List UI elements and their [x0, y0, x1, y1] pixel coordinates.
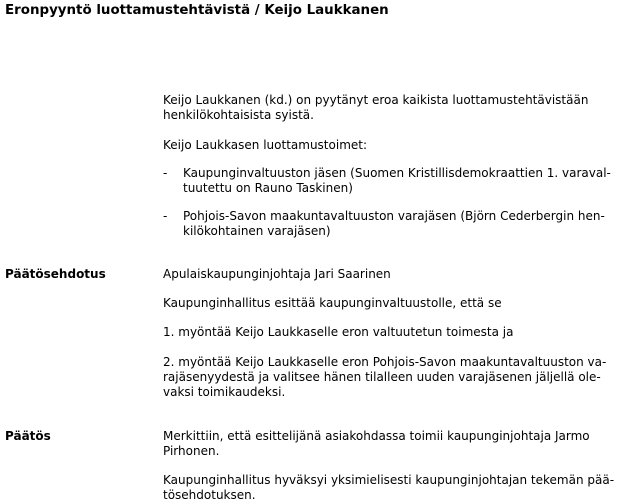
bullet-dash: -: [163, 166, 168, 180]
decision-label: Päätös: [5, 429, 51, 443]
intro-text: Keijo Laukkanen (kd.) on pyytänyt eroa kaikista luottamustehtävistään henkilökohtaisista syistä.: [163, 93, 589, 122]
proposal-label: Päätösehdotus: [5, 267, 106, 281]
intro-paragraph: [163, 93, 615, 123]
positions-heading: [163, 138, 615, 153]
decision-note-text: Merkittiin, että esittelijänä asiakohdassa toimii kaupunginjohtaja Jarmo Pirhonen.: [163, 429, 590, 458]
list-item-text: Pohjois-Savon maakuntavaltuuston varajäsen (Björn Cederbergin hen- kilökohtainen varajäsen): [183, 209, 605, 238]
proposal-item-2: [163, 355, 615, 400]
decision-text: [163, 473, 615, 503]
bullet-dash: -: [163, 209, 168, 223]
proposal-item-1: [163, 325, 615, 340]
proposal-presenter-text: Apulaiskaupunginjohtaja Jari Saarinen: [163, 267, 391, 281]
proposal-lead: [163, 296, 615, 311]
document-title: Eronpyyntö luottamustehtävistä / Keijo Laukkanen: [5, 3, 389, 18]
list-item-text: Kaupunginvaltuuston jäsen (Suomen Kristillisdemokraattien 1. varaval- tuutettu on Rauno Taskinen): [183, 166, 611, 195]
positions-heading-text: Keijo Laukkasen luottamustoimet:: [163, 138, 368, 152]
proposal-presenter: [163, 267, 615, 282]
decision-note: [163, 429, 615, 459]
list-item: [163, 209, 615, 239]
proposal-lead-text: Kaupunginhallitus esittää kaupunginvaltuustolle, että se: [163, 296, 502, 310]
decision-text-paragraph: Kaupunginhallitus hyväksyi yksimielisesti kaupunginjohtajan tekemän pää- tösehdotuksen.: [163, 473, 615, 502]
proposal-item-1-text: 1. myöntää Keijo Laukkaselle eron valtuutetun toimesta ja: [163, 325, 514, 339]
proposal-item-2-text: 2. myöntää Keijo Laukkaselle eron Pohjois-Savon maakuntavaltuuston va- rajäsenyydestä ja valitsee hänen tilalleen uuden varajäsenen jäljellä ole- vaksi toimikaudeksi.: [163, 355, 607, 399]
list-item: [163, 166, 615, 196]
